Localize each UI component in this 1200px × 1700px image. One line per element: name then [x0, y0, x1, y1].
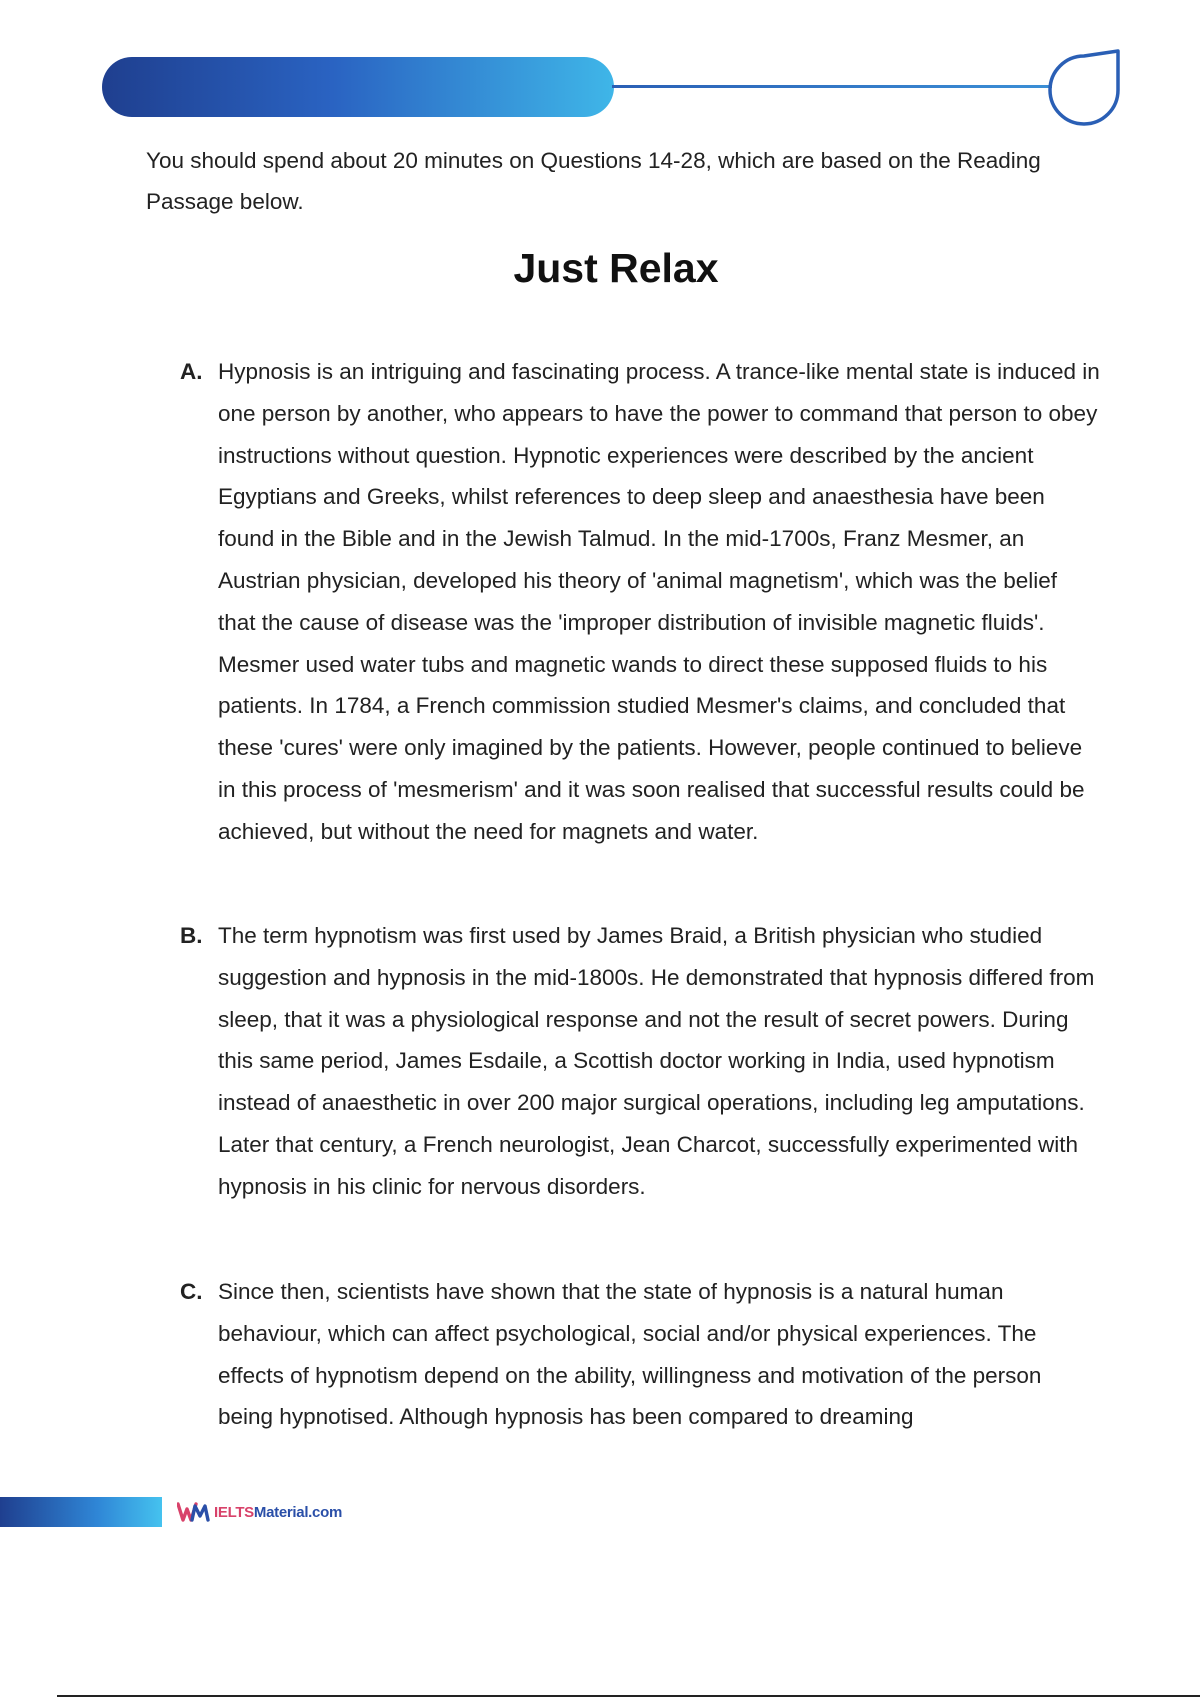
paragraph-text: Since then, scientists have shown that the state of hypnosis is a natural human behaviour, which can affect psychological, social and/or physical experiences. The effects of hypnotism depend on the ability, willingness and motivation of the person being hypnotised. Although hypnosis has been compared to dreaming: [218, 1279, 1042, 1430]
page-bottom-rule: [57, 1695, 1200, 1697]
paragraph-letter: A.: [180, 359, 203, 384]
brand-logo-icon: [177, 1501, 211, 1523]
footer-brand-logo: [177, 1499, 342, 1525]
header-rounded-corner-icon: [1046, 48, 1122, 126]
paragraph-text: The term hypnotism was first used by James Braid, a British physician who studied suggestion and hypnosis in the mid-1800s. He demonstrated that hypnosis differed from sleep, that it was a physiological response and not the result of secret powers. During this same period, James Esdaile, a Scottish doctor working in India, used hypnotism instead of anaesthetic in over 200 major surgical operations, including leg amputations. Later that century, a French neurologist, Jean Charcot, successfully experimented with hypnosis in his clinic for nervous disorders.: [218, 923, 1095, 1199]
brand-suffix: Material.com: [253, 1503, 342, 1521]
paragraph-b: [180, 915, 1100, 1208]
brand-name: [214, 1504, 342, 1521]
footer-gradient-bar: [0, 1497, 162, 1527]
paragraph-a: [180, 351, 1100, 853]
header-gradient-bar: [102, 57, 614, 117]
passage-title: Just Relax: [513, 245, 719, 291]
instructions-text: You should spend about 20 minutes on Questions 14-28, which are based on the Reading Passage below.: [146, 148, 1041, 214]
header-line: [612, 85, 1052, 88]
brand-prefix: IELTS: [214, 1503, 254, 1521]
paragraph-letter: C.: [180, 1279, 203, 1304]
paragraph-text: Hypnosis is an intriguing and fascinating process. A trance-like mental state is induced in one person by another, who appears to have the power to command that person to obey instructions without question. Hypnotic experiences were described by the ancient Egyptians and Greeks, whilst references to deep sleep and anaesthesia have been found in the Bible and in the Jewish Talmud. In the mid-1700s, Franz Mesmer, an Austrian physician, developed his theory of 'animal magnetism', which was the belief that the cause of disease was the 'improper distribution of invisible magnetic fluids'. Mesmer used water tubs and magnetic wands to direct these supposed fluids to his patients. In 1784, a French commission studied Mesmer's claims, and concluded that these 'cures' were only imagined by the patients. However, people continued to believe in this process of 'mesmerism' and it was soon realised that successful results could be achieved, but without the need for magnets and water.: [218, 359, 1100, 844]
paragraph-letter: B.: [180, 923, 203, 948]
paragraph-c: [180, 1271, 1100, 1438]
